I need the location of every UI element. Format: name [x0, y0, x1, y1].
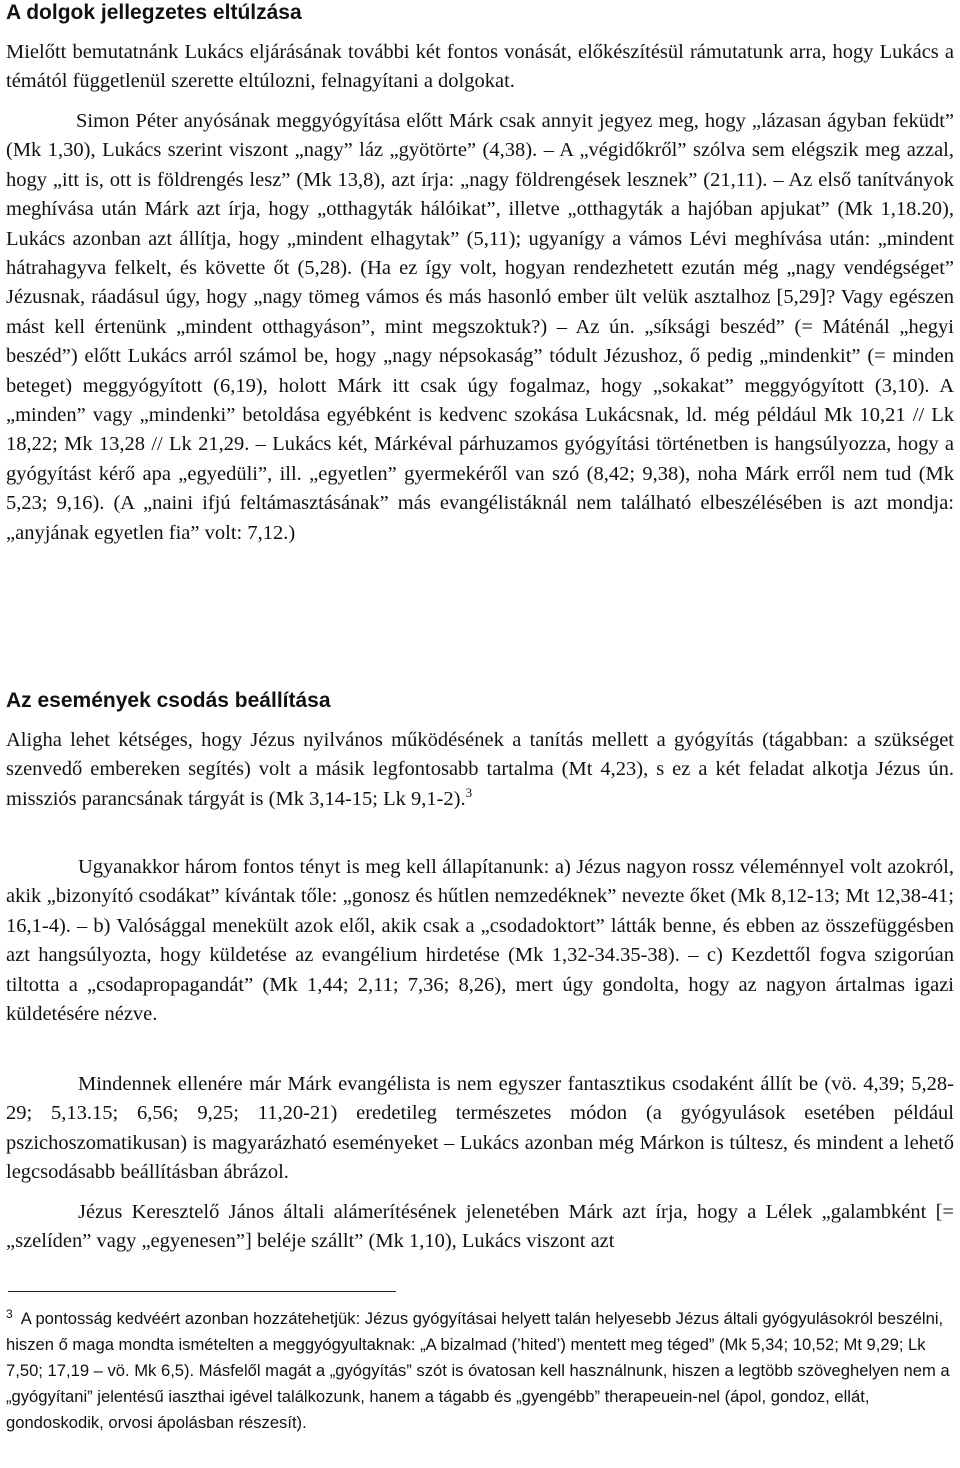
mark-miracles-paragraph: Mindennek ellenére már Márk evangélista is nem egyszer fantasztikus csodaként állít be (vö. 4,39; 5,28-29; 5,13.15; 6,56; 9,25; 11,20-21) eredetileg természetes módon (a gyógyulások esetében például pszichoszomatikusan) is magyarázható eseményeket – Lukács azonban még Márkon is túltesz, és mindent a lehető legcsodásabb beállításban ábrázol. [6, 1073, 954, 1184]
section-heading-exaggeration: A dolgok jellegzetes eltúlzása [6, 1, 302, 24]
footnote-reference[interactable]: 3 [465, 784, 473, 800]
baptism-paragraph: Jézus Keresztelő János általi alámerítésének jelenetében Márk azt írja, hogy a Lélek „galambként [= „szelíden” vagy „egyenesen”] beléje szállt” (Mk 1,10), Lukács viszont azt [6, 1201, 954, 1253]
footnote [6, 1306, 954, 1436]
healing-paragraph-text: Aligha lehet kétséges, hogy Jézus nyilvános működésének a tanítás mellett a gyógyítás (tágabban: a szükséget szenvedő embereken segítés) volt a másik legfontosabb tartalma (Mt 4,23), s ez a két feladat alkotja Jézus ún. missziós parancsának tárgyát is (Mk 3,14-15; Lk 9,1-2). [6, 729, 954, 810]
footnote-text: A pontosság kedvéért azonban hozzátehetjük: Jézus gyógyításai helyett talán helyesebb Jézus általi gyógyulásokról beszélni, hiszen ő maga mondta ismételten a meggyógyultaknak: „A bizalmad (’hited’) mentett meg téged” (Mk 5,34; 10,52; Mt 9,29; Lk 7,50; 17,19 – vö. Mk 6,5). Másfelől magát a „gyógyítás” szót is óvatosan kell használnunk, hiszen a legtöbb szöveghelyen nem a „gyógyítani” jelentésű iaszthai igével találkozunk, hanem a tágabb és „gyengébb” therapeuein-nel (ápol, gondoz, ellát, gondoskodik, orvosi ápolásban részesít). [6, 1309, 950, 1432]
three-facts-paragraph: Ugyanakkor három fontos tényt is meg kell állapítanunk: a) Jézus nagyon rossz véleménnyel volt azokról, akik „bizonyító csodákat” kívántak tőle: „gonosz és hűtlen nemzedéknek” nevezte őket (Mk 8,12-13; Mt 12,38-41; 16,1-4). – b) Valósággal menekült azok elől, akik csak a „csodadoktort” látták benne, és ebben az összefüggésben azt hangsúlyozta, hogy küldetése az evangélium hirdetése (Mk 1,32-34.35-38). – c) Kezdettől fogva szigorúan tiltotta a „csodapropagandát” (Mk 1,44; 2,11; 7,36; 8,26), mert úgy gondolta, hogy az nagyon ártalmas igazi küldetésére nézve. [6, 856, 954, 1026]
footnote-divider [8, 1291, 396, 1292]
healing-paragraph [6, 726, 954, 814]
section-heading-miracles: Az események csodás beállítása [6, 689, 331, 712]
exaggeration-examples-paragraph: Simon Péter anyósának meggyógyítása előtt Márk csak annyit jegyez meg, hogy „lázasan ágyban feküdt” (Mk 1,30), Lukács szerint viszont „nagy” láz „gyötörte” (4,38). – A „végidőkről” szólva sem elégszik meg azzal, hogy „itt is, ott is földrengés lesz” (Mk 13,8), azt írja: „nagy földrengések lesznek” (21,11). – Az első tanítványok meghívása után Márk azt írja, hogy „otthagyták hálóikat”, illetve „otthagyták a hajóban apjukat” (Mk 1,18.20), Lukács azonban azt állítja, hogy „mindent elhagytak” (5,11); ugyanígy a vámos Lévi meghívása után: „mindent hátrahagyva felkelt, és követte őt (5,28). (Ha ez így volt, hogyan rendezhetett ezután még „nagy vendégséget” Jézusnak, ráadásul úgy, hogy „nagy tömeg vámos és más hasonló ember ült velük asztalhoz [5,29]? Vagy egészen mást kell értenünk „mindent otthagyáson”, mint megszoktuk?) – Az ún. „síksági beszéd” (= Máténál „hegyi beszéd”) előtt Lukács arról számol be, hogy „nagy népsokaság” tódult Jézushoz, ő pedig „mindenkit” (= minden beteget) meggyógyított (6,19), holott Márk itt csak úgy fogalmaz, hogy „sokakat” meggyógyított (3,10). A „minden” vagy „mindenki” betoldása egyébként is kedvenc szokása Lukácsnak, ld. még például Mk 10,21 // Lk 18,22; Mk 13,28 // Lk 21,29. – Lukács két, Márkéval párhuzamos gyógyítási történetben is hangsúlyozza, hogy a gyógyítást kérő apa „egyedüli”, ill. „egyetlen” gyermekéről van szó (8,42; 9,38), noha Márk erről nem tud (Mk 5,23; 9,16). (A „naini ifjú feltámasztásának” más evangélistáknál nem található elbeszélésében is azt mondja: „anyjának egyetlen fia” volt: 7,12.) [6, 110, 954, 544]
footnote-number: 3 [6, 1307, 13, 1321]
intro-paragraph: Mielőtt bemutatnánk Lukács eljárásának további két fontos vonását, előkészítésül rámutatunk arra, hogy Lukács a témától függetlenül szerette eltúlozni, felnagyítani a dolgokat. [6, 41, 954, 93]
